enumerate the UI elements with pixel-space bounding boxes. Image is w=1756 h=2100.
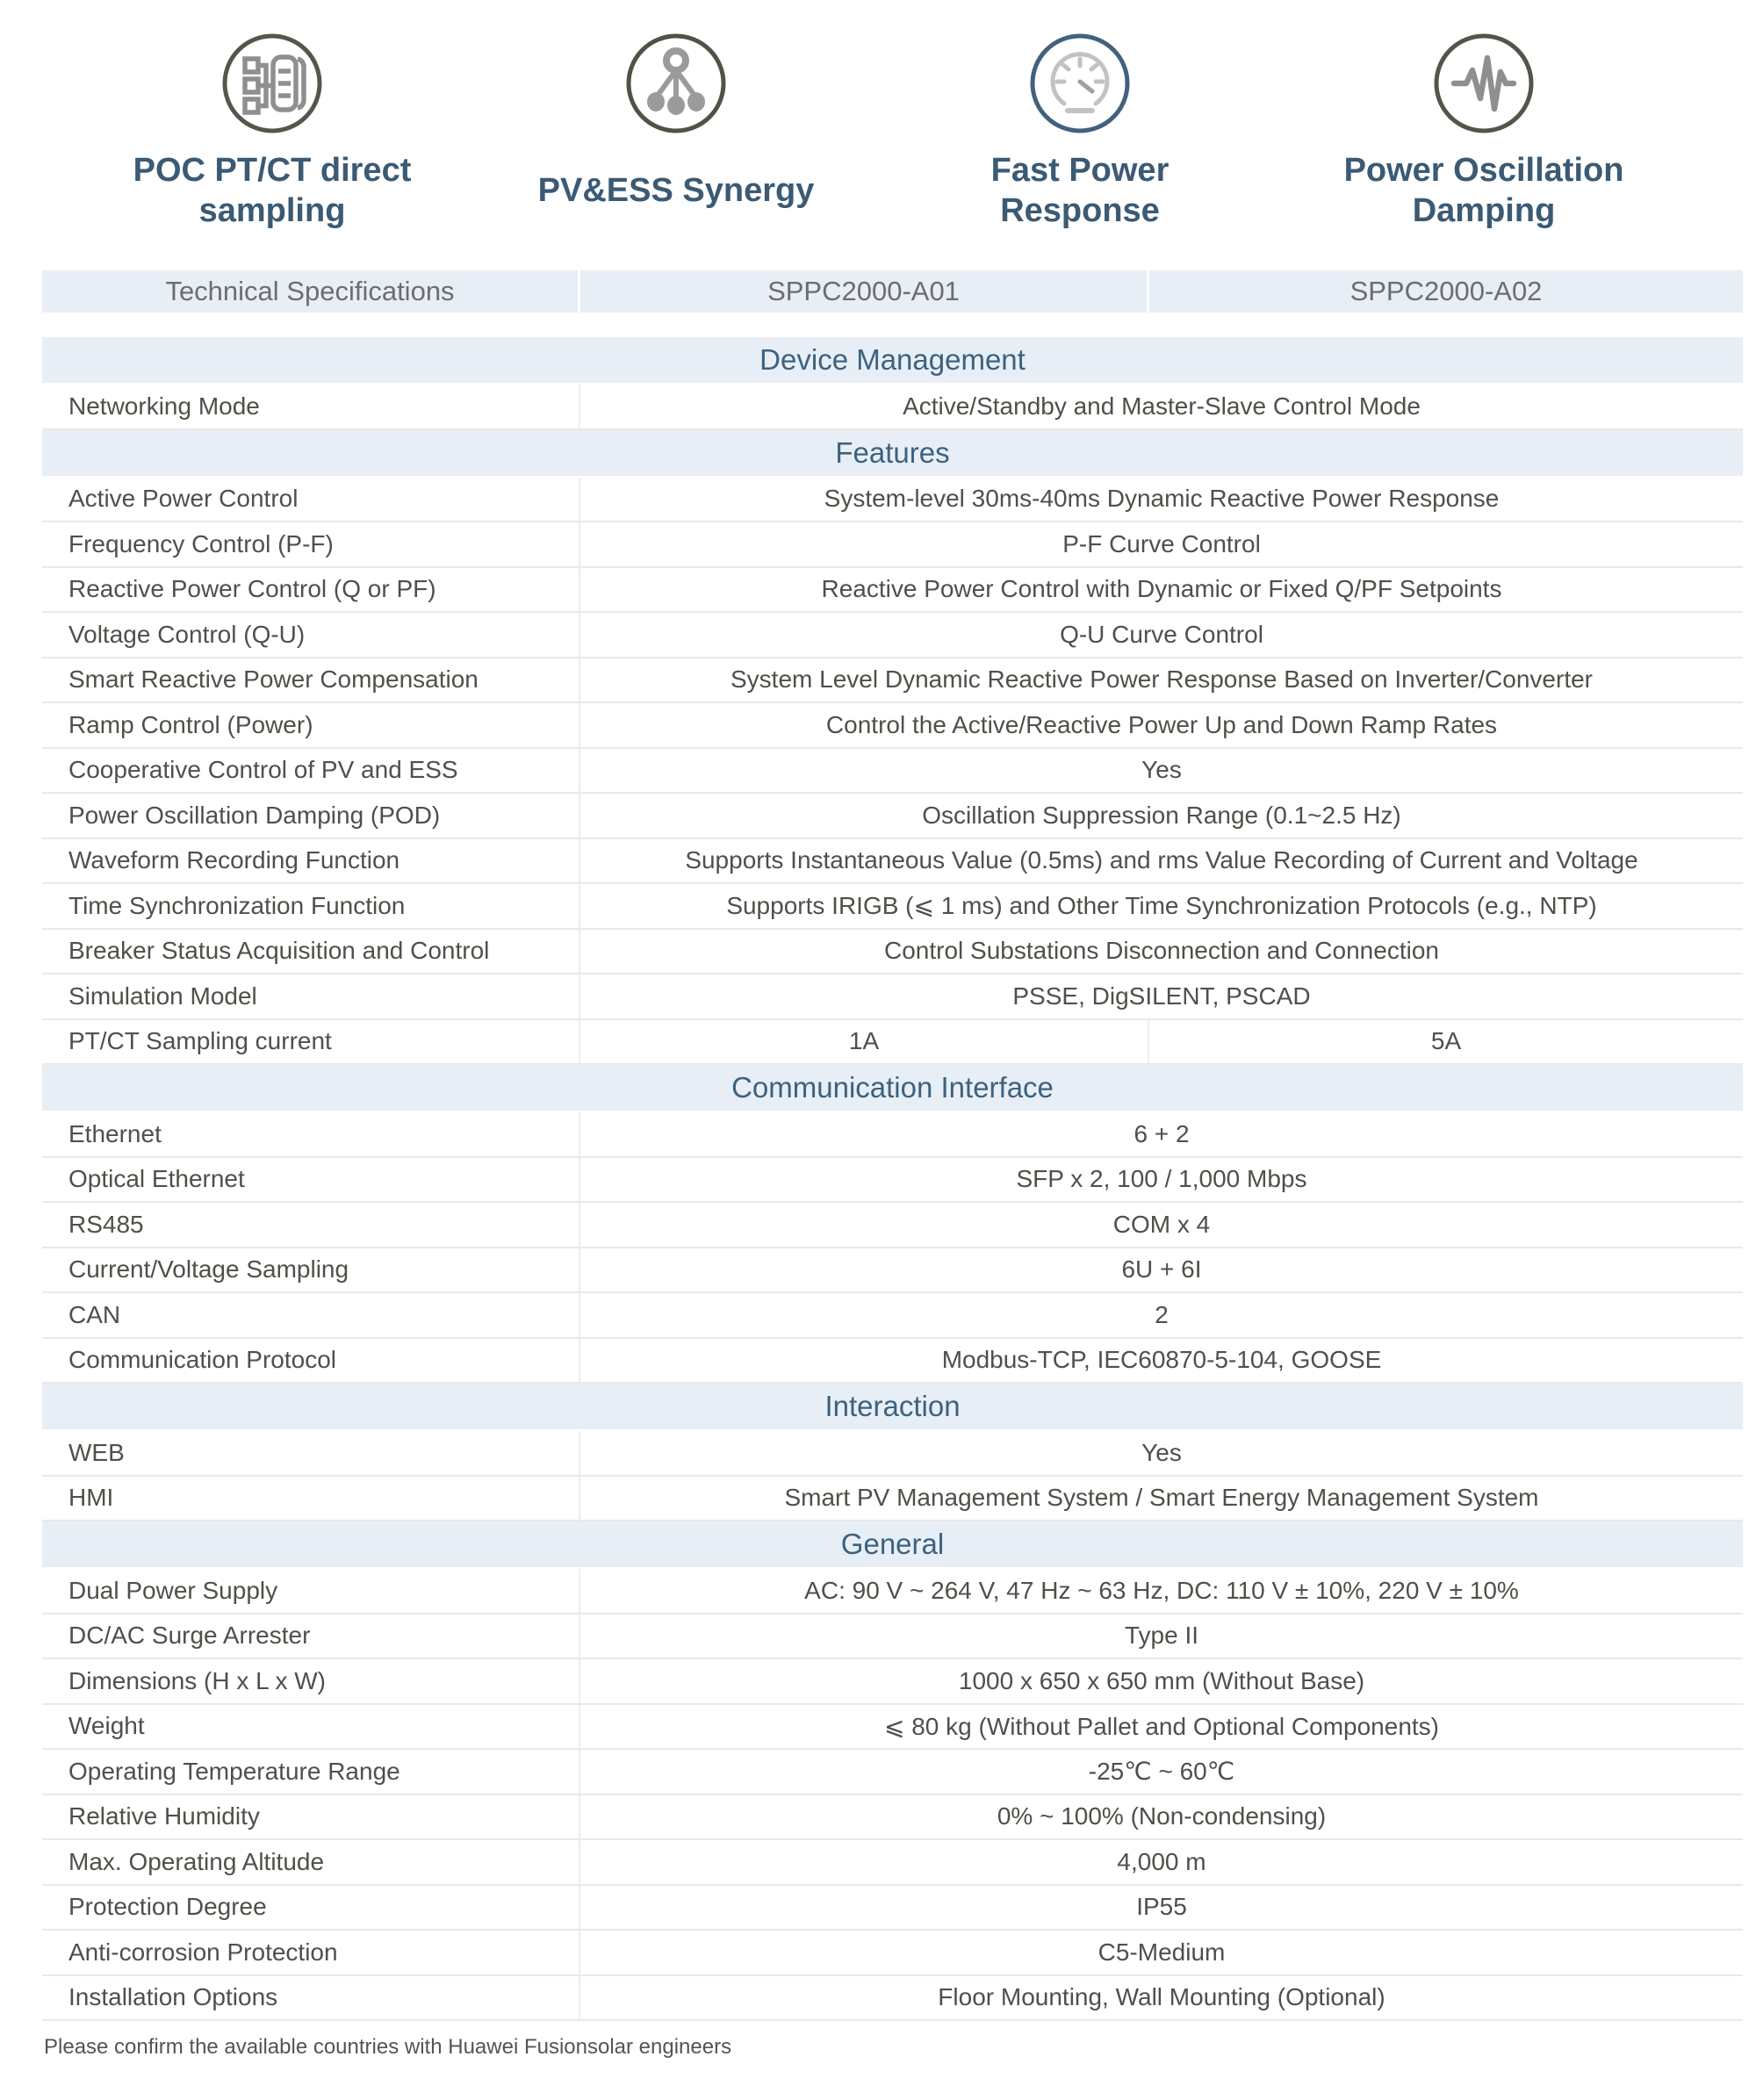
- spec-value: 1A: [580, 1020, 1149, 1064]
- spec-row: [42, 568, 1743, 614]
- spec-label: Reactive Power Control (Q or PF): [42, 568, 580, 612]
- spec-value: Yes: [1141, 756, 1182, 784]
- spec-value: IP55: [1136, 1893, 1187, 1921]
- spec-value: 0% ~ 100% (Non-condensing): [997, 1802, 1327, 1830]
- header-model-sppc2000-a02: SPPC2000-A02: [1349, 276, 1543, 306]
- spec-label: Dual Power Supply: [42, 1569, 580, 1613]
- header-model-sppc2000-a01: SPPC2000-A01: [580, 270, 1149, 313]
- spec-label: Protection Degree: [42, 1886, 580, 1930]
- spec-label: Weight: [42, 1705, 580, 1749]
- spec-value: Control the Active/Reactive Power Up and Down Ramp Rates: [825, 710, 1498, 738]
- spec-row: [42, 1659, 1743, 1705]
- spec-value: Type II: [1124, 1622, 1199, 1650]
- spec-value: Yes: [1141, 1438, 1182, 1466]
- spec-value: Reactive Power Control with Dynamic or Fixed Q/PF Setpoints: [821, 575, 1502, 603]
- feature-item: [878, 32, 1282, 235]
- spec-row: [42, 1477, 1743, 1522]
- spec-label: Waveform Recording Function: [42, 839, 580, 883]
- section-header-features: Features: [42, 430, 1743, 476]
- spec-label: WEB: [42, 1431, 580, 1475]
- spec-label: CAN: [42, 1293, 580, 1337]
- spec-value: 4,000 m: [1117, 1847, 1206, 1875]
- spec-value: AC: 90 V ~ 264 V, 47 Hz ~ 63 Hz, DC: 110 V ± 10%, 220 V ± 10%: [804, 1576, 1519, 1604]
- spec-row: [42, 1840, 1743, 1886]
- spec-label: Ethernet: [42, 1112, 580, 1156]
- spec-label: Time Synchronization Function: [42, 884, 580, 928]
- spec-row: [42, 385, 1743, 430]
- spec-row: [42, 1976, 1743, 2022]
- spec-label: Optical Ethernet: [42, 1158, 580, 1202]
- footer-note: Please confirm the available countries with Huawei Fusionsolar engineers: [44, 2035, 732, 2059]
- spec-value: Supports Instantaneous Value (0.5ms) and rms Value Recording of Current and Voltage: [685, 846, 1638, 874]
- feature-label: Fast Power Response: [990, 152, 1169, 229]
- spec-value: C5-Medium: [1098, 1938, 1226, 1966]
- spec-value: 5A: [1430, 1027, 1462, 1055]
- feature-item: [1282, 32, 1686, 235]
- spec-row: [42, 1705, 1743, 1751]
- spec-value: Oscillation Suppression Range (0.1~2.5 Hz): [922, 801, 1401, 829]
- spec-value: P-F Curve Control: [1062, 529, 1261, 557]
- spec-value: 1000 x 650 x 650 mm (Without Base): [958, 1666, 1365, 1694]
- spec-value: 6 + 2: [1133, 1119, 1190, 1147]
- spec-row: [42, 930, 1743, 975]
- spec-label: Current/Voltage Sampling: [42, 1248, 580, 1292]
- spec-value: Active/Standby and Master-Slave Control Mode: [903, 392, 1421, 420]
- spec-label: Networking Mode: [42, 385, 580, 428]
- spec-row: [42, 1158, 1743, 1204]
- spec-value: Modbus-TCP, IEC60870-5-104, GOOSE: [941, 1346, 1382, 1374]
- spec-label: Communication Protocol: [42, 1339, 580, 1383]
- feature-highlights: [0, 0, 1756, 235]
- spec-label: DC/AC Surge Arrester: [42, 1615, 580, 1658]
- spec-row: [42, 658, 1743, 704]
- spec-table: [42, 270, 1743, 2021]
- spec-label: Max. Operating Altitude: [42, 1840, 580, 1884]
- spec-label: Frequency Control (P-F): [42, 522, 580, 566]
- section-header-device-management: Device Management: [42, 337, 1743, 383]
- spec-row: [42, 522, 1743, 568]
- spec-row: [42, 1203, 1743, 1248]
- spec-value: Smart PV Management System / Smart Energy Management System: [784, 1484, 1539, 1512]
- section-header-communication-interface: Communication Interface: [42, 1065, 1743, 1111]
- spec-row: [42, 613, 1743, 658]
- spec-row: [42, 1248, 1743, 1294]
- feature-label: PV&ESS Synergy: [537, 172, 815, 210]
- spec-row: [42, 1339, 1743, 1384]
- spec-row: [42, 1931, 1743, 1976]
- spec-label: Operating Temperature Range: [42, 1750, 580, 1794]
- spec-value: System Level Dynamic Reactive Power Response Based on Inverter/Converter: [730, 665, 1593, 694]
- spec-sections: [42, 337, 1743, 2021]
- spec-value: Floor Mounting, Wall Mounting (Optional): [938, 1983, 1385, 2011]
- spec-row: [42, 1020, 1743, 1066]
- spec-label: PT/CT Sampling current: [42, 1020, 580, 1064]
- spec-value: COM x 4: [1112, 1210, 1211, 1238]
- feature-item: [474, 32, 878, 235]
- spec-value: Q-U Curve Control: [1060, 620, 1263, 648]
- spec-label: Simulation Model: [42, 974, 580, 1018]
- pv-ess-synergy-icon: [624, 32, 728, 135]
- feature-label: POC PT/CT direct sampling: [133, 152, 412, 229]
- spec-label: Smart Reactive Power Compensation: [42, 658, 580, 702]
- spec-row: [42, 884, 1743, 930]
- spec-label: Power Oscillation Damping (POD): [42, 794, 580, 838]
- spec-value: System-level 30ms-40ms Dynamic Reactive Power Response: [824, 485, 1500, 513]
- spec-row: [42, 1431, 1743, 1477]
- section-header-general: General: [42, 1521, 1743, 1567]
- feature-label: Power Oscillation Damping: [1343, 152, 1624, 229]
- spec-row: [42, 703, 1743, 749]
- spec-value: Control Substations Disconnection and Connection: [884, 937, 1439, 965]
- spec-label: Cooperative Control of PV and ESS: [42, 749, 580, 793]
- header-technical-specifications: Technical Specifications: [42, 270, 580, 313]
- spec-value: 6U + 6I: [1121, 1255, 1202, 1284]
- spec-row: [42, 974, 1743, 1020]
- spec-row: [42, 839, 1743, 885]
- spec-label: Voltage Control (Q-U): [42, 613, 580, 657]
- feature-item: [70, 32, 474, 235]
- spec-row: [42, 478, 1743, 523]
- power-oscillation-damping-icon: [1432, 32, 1536, 135]
- spec-row: [42, 749, 1743, 795]
- spec-label: Relative Humidity: [42, 1795, 580, 1839]
- spec-label: Breaker Status Acquisition and Control: [42, 930, 580, 974]
- spec-label: RS485: [42, 1203, 580, 1247]
- spec-value: 2: [1155, 1300, 1169, 1328]
- spec-label: Anti-corrosion Protection: [42, 1931, 580, 1974]
- spec-label: HMI: [42, 1477, 580, 1521]
- spec-value: ⩽ 80 kg (Without Pallet and Optional Components): [883, 1712, 1439, 1740]
- spec-label: Ramp Control (Power): [42, 703, 580, 747]
- spec-value: Supports IRIGB (⩽ 1 ms) and Other Time Synchronization Protocols (e.g., NTP): [726, 892, 1597, 920]
- spec-row: [42, 1569, 1743, 1615]
- spec-row: [42, 1615, 1743, 1660]
- spec-value: -25℃ ~ 60℃: [1088, 1758, 1235, 1786]
- poc-ptct-direct-sampling-icon: [220, 32, 324, 135]
- header-gap: [42, 313, 1743, 337]
- spec-label: Dimensions (H x L x W): [42, 1659, 580, 1703]
- spec-row: [42, 1750, 1743, 1795]
- spec-label: Installation Options: [42, 1976, 580, 2020]
- spec-row: [42, 1886, 1743, 1931]
- fast-power-response-icon: [1028, 32, 1132, 135]
- spec-row: [42, 1112, 1743, 1158]
- spec-row: [42, 794, 1743, 839]
- spec-table-header-row: [42, 270, 1743, 313]
- section-header-interaction: Interaction: [42, 1384, 1743, 1429]
- spec-row: [42, 1293, 1743, 1339]
- spec-value: SFP x 2, 100 / 1,000 Mbps: [1016, 1165, 1307, 1193]
- spec-label: Active Power Control: [42, 478, 580, 521]
- spec-row: [42, 1795, 1743, 1841]
- spec-value: PSSE, DigSILENT, PSCAD: [1012, 982, 1311, 1010]
